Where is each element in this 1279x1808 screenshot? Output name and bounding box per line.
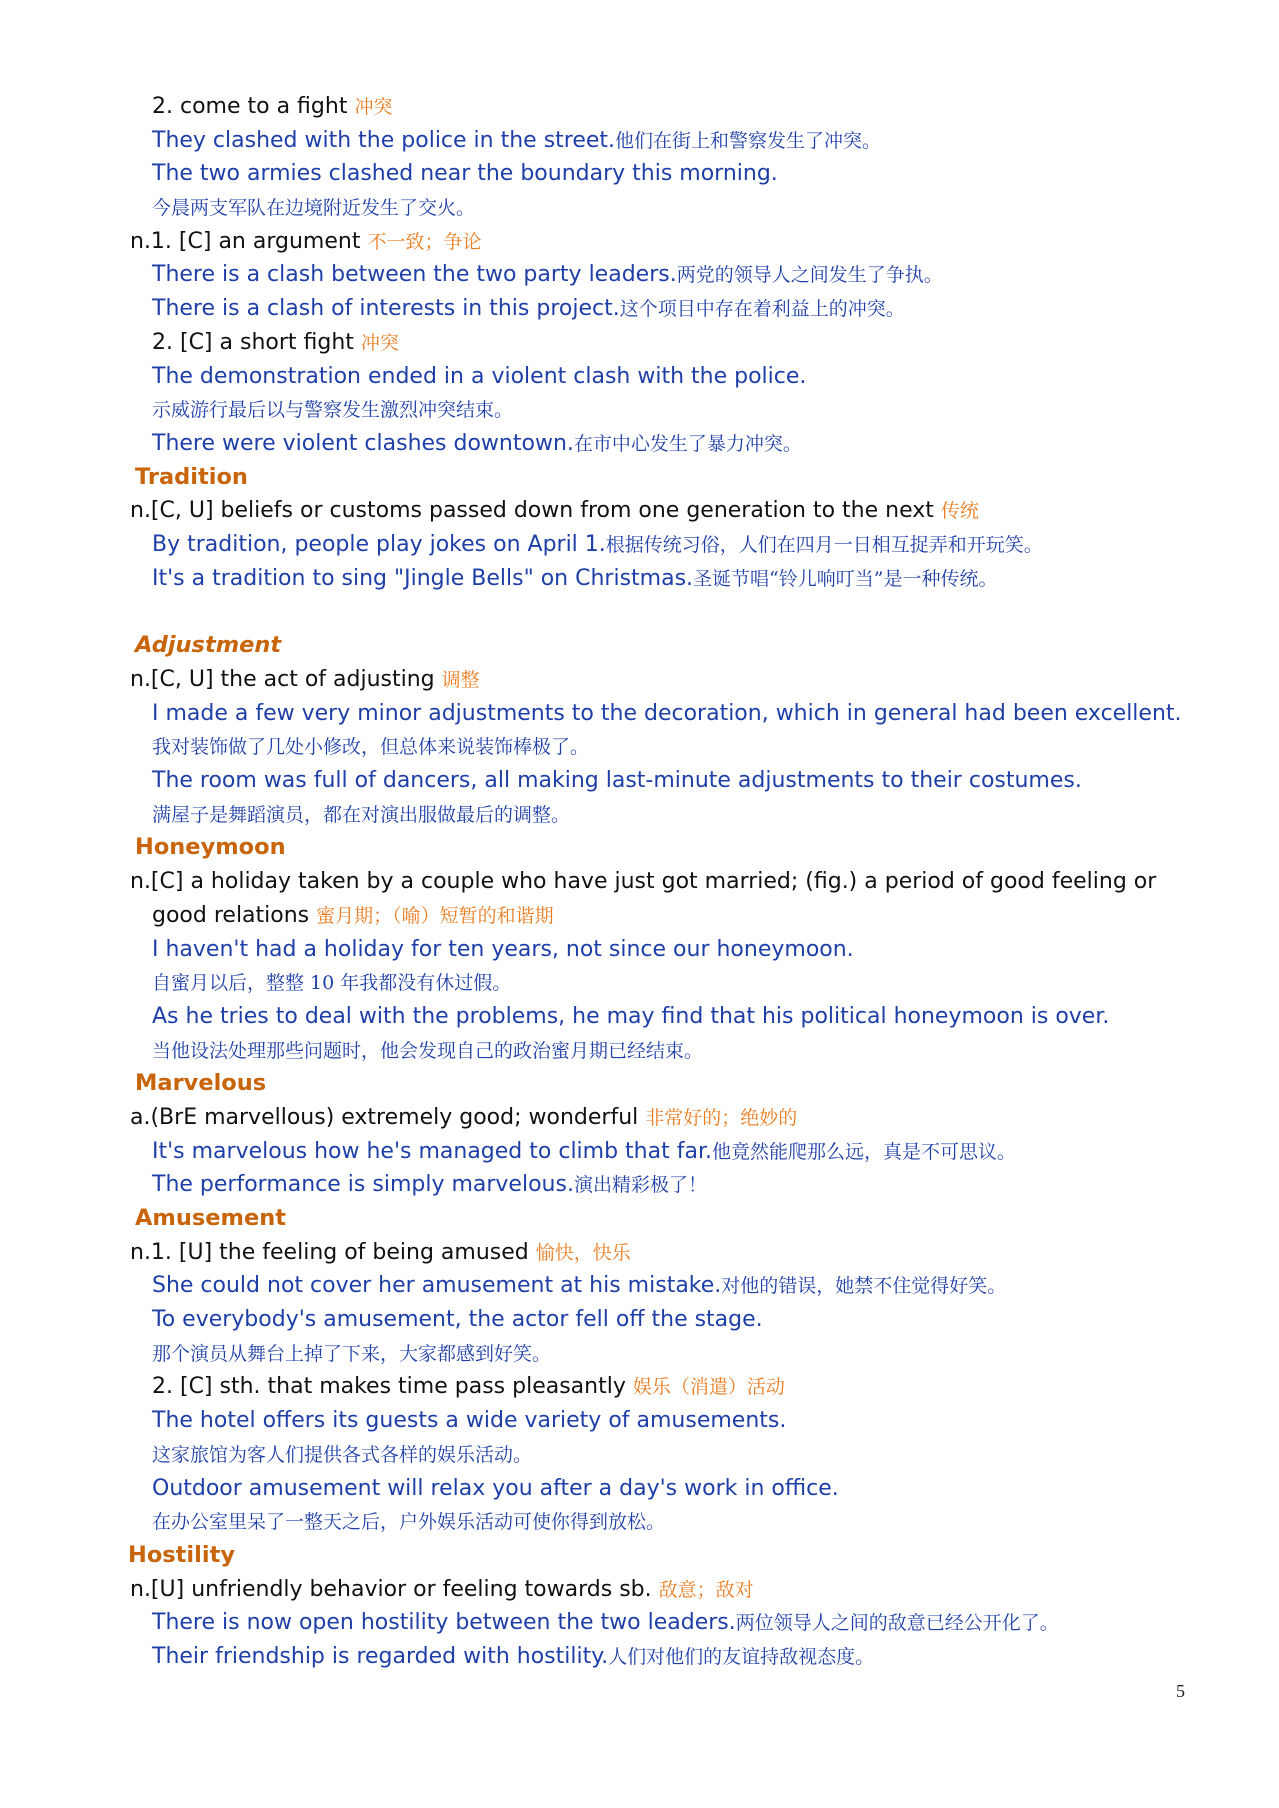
- example-line: There is a clash of interests in this project.这个项目中存在着利益上的冲突。: [152, 296, 905, 322]
- example-translation: 自蜜月以后，整整 10 年我都没有休过假。: [152, 972, 512, 995]
- example-line: I made a few very minor adjustments to the decoration, which in general had been excellent.: [152, 700, 1182, 726]
- headword-tradition: Tradition: [135, 463, 248, 490]
- example-line: I haven't had a holiday for ten years, not since our honeymoon.: [152, 936, 854, 962]
- definition-line: a.(BrE marvellous) extremely good; wonderful 非常好的；绝妙的: [130, 1104, 798, 1130]
- example-line: It's marvelous how he's managed to climb that far.他竟然能爬那么远，真是不可思议。: [152, 1138, 1016, 1164]
- example-line: The performance is simply marvelous.演出精彩极了！: [152, 1172, 707, 1198]
- example-line: As he tries to deal with the problems, he may find that his political honeymoon is over.: [152, 1003, 1110, 1029]
- definition-line: n.[C, U] beliefs or customs passed down from one generation to the next 传统: [130, 498, 979, 524]
- sense-line: 2. come to a fight 冲突: [152, 94, 393, 119]
- headword-hostility: Hostility: [128, 1541, 235, 1568]
- example-translation: 那个演员从舞台上掉了下来，大家都感到好笑。: [152, 1342, 552, 1365]
- example-translation: 今晨两支军队在边境附近发生了交火。: [152, 197, 476, 220]
- headword-amusement: Amusement: [135, 1205, 287, 1231]
- example-translation: 这家旅馆为客人们提供各式各样的娱乐活动。: [152, 1443, 533, 1466]
- example-translation: 在办公室里呆了一整天之后，户外娱乐活动可使你得到放松。: [152, 1511, 666, 1534]
- definition-line: n.[C, U] the act of adjusting 调整: [130, 667, 480, 692]
- example-line: Outdoor amusement will relax you after a day's work in office.: [152, 1475, 839, 1501]
- example-line: By tradition, people play jokes on April 1.根据传统习俗，人们在四月一日相互捉弄和开玩笑。: [152, 531, 1043, 557]
- example-translation: 当他设法处理那些问题时，他会发现自己的政治蜜月期已经结束。: [152, 1039, 704, 1062]
- definition-line: n.1. [C] an argument 不一致；争论: [130, 228, 482, 254]
- example-line: She could not cover her amusement at his mistake.对他的错误，她禁不住觉得好笑。: [152, 1273, 1007, 1299]
- headword-marvelous: Marvelous: [135, 1070, 267, 1097]
- definition-line: n.1. [U] the feeling of being amused 愉快，快乐: [130, 1239, 631, 1265]
- example-line: There were violent clashes downtown.在市中心发生了暴力冲突。: [152, 430, 802, 456]
- example-translation: 满屋子是舞蹈演员，都在对演出服做最后的调整。: [152, 803, 571, 826]
- example-line: It's a tradition to sing "Jingle Bells" on Christmas.圣诞节唱“铃儿响叮当”是一种传统。: [152, 565, 998, 591]
- page-number: 5: [1176, 1681, 1185, 1701]
- example-line: Their friendship is regarded with hostility.人们对他们的友谊持敌视态度。: [152, 1643, 875, 1669]
- example-line: The hotel offers its guests a wide variety of amusements.: [152, 1408, 787, 1434]
- definition-line: n.[U] unfriendly behavior or feeling towards sb. 敌意；敌对: [130, 1576, 754, 1602]
- example-line: To everybody's amusement, the actor fell off the stage.: [152, 1307, 763, 1333]
- blank-line: [128, 595, 1188, 629]
- definition-continuation: good relations 蜜月期；（喻）短暂的和谐期: [152, 902, 554, 928]
- sense-line: 2. [C] sth. that makes time pass pleasantly 娱乐（消遣）活动: [152, 1374, 785, 1400]
- dictionary-content: [128, 90, 1188, 1674]
- definition-line: n.[C] a holiday taken by a couple who have just got married; (fig.) a period of good feeling or: [130, 869, 1157, 895]
- example-line: There is now open hostility between the two leaders.两位领导人之间的敌意已经公开化了。: [152, 1610, 1059, 1636]
- example-line: There is a clash between the two party leaders.两党的领导人之间发生了争执。: [152, 262, 943, 288]
- example-translation: 示威游行最后以与警察发生激烈冲突结束。: [152, 399, 514, 422]
- example-line: The demonstration ended in a violent clash with the police.: [152, 363, 807, 389]
- example-line: They clashed with the police in the street.他们在街上和警察发生了冲突。: [152, 127, 882, 153]
- example-line: The two armies clashed near the boundary this morning.: [152, 161, 778, 187]
- example-line: The room was full of dancers, all making last-minute adjustments to their costumes.: [152, 768, 1082, 794]
- example-translation: 我对装饰做了几处小修改，但总体来说装饰棒极了。: [152, 736, 590, 759]
- sense-line: 2. [C] a short fight 冲突: [152, 329, 399, 355]
- headword-adjustment: Adjustment: [135, 632, 282, 659]
- headword-honeymoon: Honeymoon: [135, 834, 286, 861]
